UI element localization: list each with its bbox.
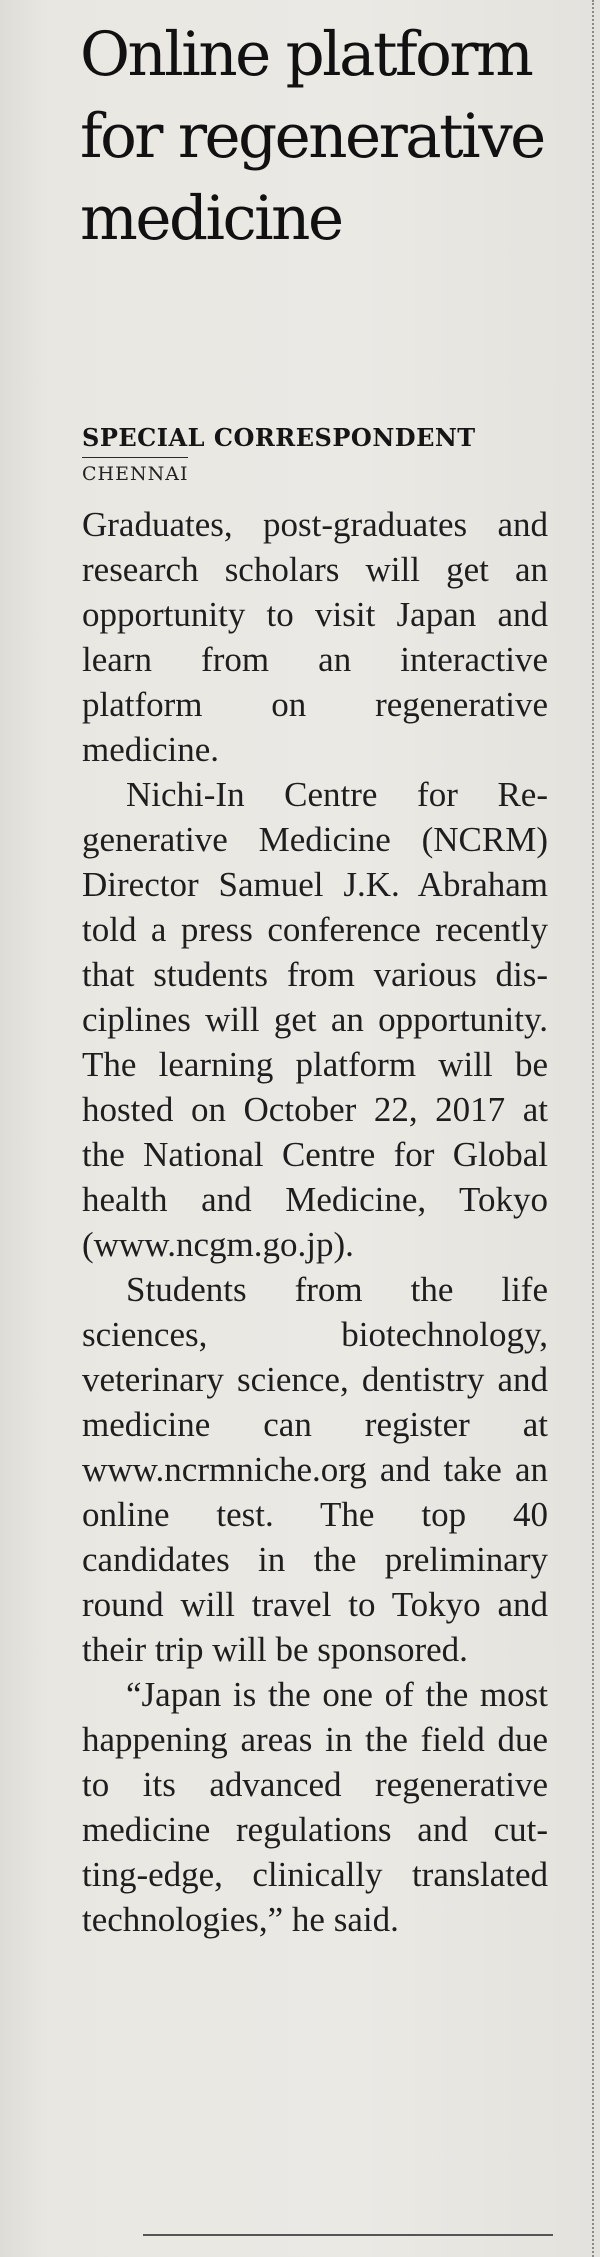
article-paragraph-4: “Japan is the one of the most happening areas in the field due to its advanced regenerative medicine regulations and cutting-edge, clinically translated technologies,” he said.: [82, 1675, 548, 1939]
dateline: CHENNAI: [82, 457, 188, 485]
article-paragraph-3: Students from the life sciences, biotechnology, veterinary science, dentistry and medicine can register at www.ncrmniche.org and take an online test. The top 40 candidates in the preliminary round will travel to Tokyo and their trip will be sponsored.: [82, 1270, 548, 1669]
dotted-cut-edge: [592, 0, 594, 2257]
byline-name: SPECIAL CORRESPONDENT: [82, 423, 476, 452]
article-paragraph-2: Nichi-In Centre for Regenerative Medicine (NCRM) Director Samuel J.K. Abraham told a press conference recently that students from various disciplines will get an opportunity. The learning platform will be hosted on October 22, 2017 at the National Centre for Global health and Medicine, Tokyo (www.ncgm.go.jp).: [82, 775, 548, 1264]
article-headline: Online platform for regenerative medicine: [80, 19, 544, 254]
byline-block: [82, 422, 552, 485]
article-body: [82, 502, 548, 1942]
bottom-rule: [143, 2234, 553, 2236]
article-paragraph-1: Graduates, post-graduates and research scholars will get an opportunity to visit Japan and learn from an interactive platform on regenerative medicine.: [82, 505, 548, 769]
